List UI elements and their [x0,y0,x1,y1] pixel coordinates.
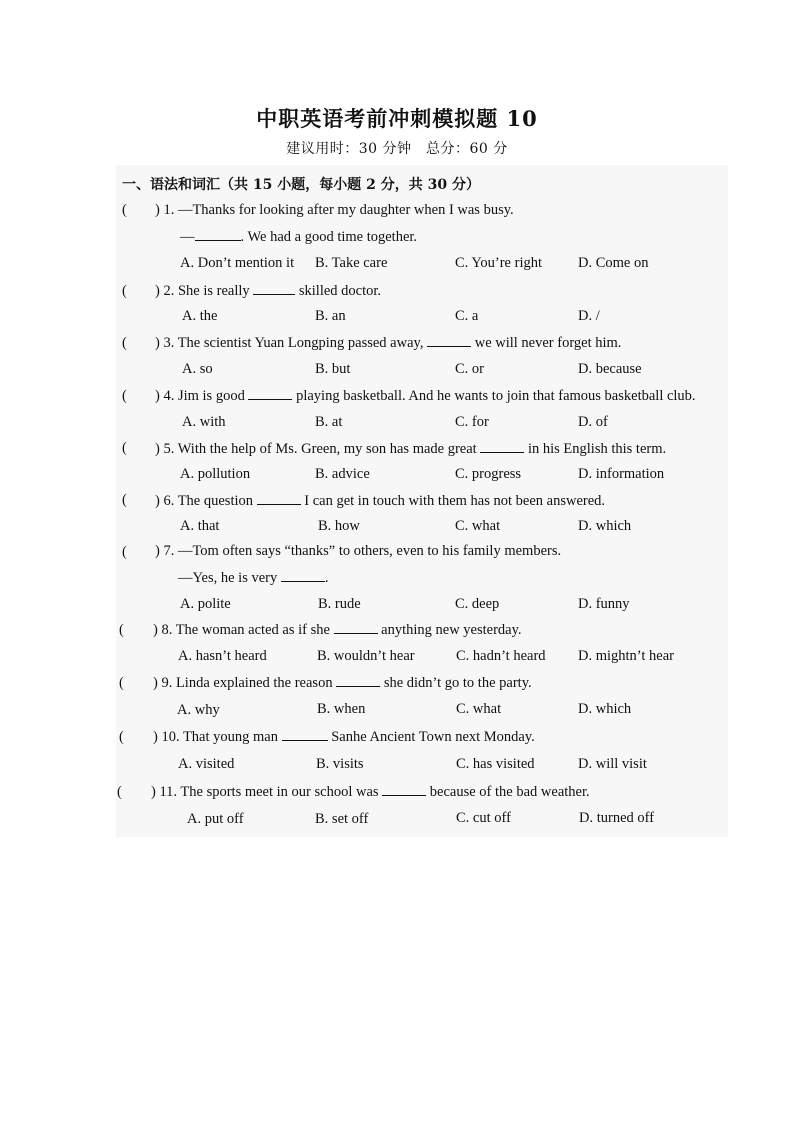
option-b: B. visits [316,756,364,772]
answer-blank [253,282,295,295]
section-heading: 一、语法和词汇（共 15 小题，每小题 2 分，共 30 分） [122,177,480,193]
option-a: A. that [180,518,220,534]
question-4: ) 4. Jim is good playing basketball. And he wants to join that famous basketball club. [155,388,696,404]
option-a: A. visited [178,756,235,772]
question-1: ) 1. —Thanks for looking after my daughter when I was busy. [155,202,514,218]
answer-bracket: ( [122,388,127,404]
option-c: C. what [456,701,502,717]
answer-blank [281,569,325,582]
option-c: C. progress [455,466,522,482]
option-d: D. information [578,466,665,482]
option-b: B. advice [315,466,370,482]
answer-bracket: ( [122,492,127,508]
answer-blank [480,440,524,453]
option-b: B. at [315,414,343,430]
option-d: D. / [578,308,600,324]
option-d: D. turned off [579,810,655,826]
option-d: D. mightn’t hear [578,648,674,664]
question-8: ) 8. The woman acted as if she anything new yesterday. [153,622,522,638]
answer-bracket: ( [122,440,127,456]
question-7: ) 7. —Tom often says “thanks” to others, even to his family members. [155,543,562,559]
option-a: A. the [182,308,218,324]
option-d: D. which [578,701,632,717]
option-c: C. cut off [456,810,511,826]
option-d: D. of [578,414,608,430]
option-a: A. so [182,361,213,377]
answer-blank [248,387,292,400]
answer-bracket: ( [122,544,127,560]
option-c: C. or [455,361,484,377]
question-5: ) 5. With the help of Ms. Green, my son has made great in his English this term. [155,441,667,457]
answer-blank [427,334,471,347]
option-d: D. will visit [578,756,647,772]
question-11: ) 11. The sports meet in our school was because of the bad weather. [151,784,590,800]
option-c: C. has visited [456,756,535,772]
question-1-reply: — . We had a good time together. [180,229,418,245]
option-c: C. what [455,518,501,534]
option-b: B. when [317,701,366,717]
answer-bracket: ( [119,622,124,638]
option-a: A. put off [187,811,244,827]
page-title: 中职英语考前冲刺模拟题 10 [256,106,538,131]
answer-blank [334,621,378,634]
answer-blank [336,674,380,687]
option-a: A. pollution [180,466,251,482]
answer-bracket: ( [122,283,127,299]
answer-bracket: ( [119,729,124,745]
question-10: ) 10. That young man Sanhe Ancient Town next Monday. [153,729,535,745]
option-a: A. Don’t mention it [180,255,295,271]
option-d: D. funny [578,596,630,612]
answer-bracket: ( [117,784,122,800]
answer-bracket: ( [119,675,124,691]
page-subtitle: 建议用时：30 分钟 总分：60 分 [286,141,508,157]
option-b: B. an [315,308,346,324]
option-c: C. hadn’t heard [456,648,546,664]
answer-blank [282,728,328,741]
option-d: D. which [578,518,632,534]
option-d: D. Come on [578,255,649,271]
answer-bracket: ( [122,335,127,351]
answer-blank [195,228,241,241]
option-b: B. but [315,361,351,377]
question-9: ) 9. Linda explained the reason she didn’t go to the party. [153,675,532,691]
option-c: C. for [455,414,489,430]
question-2: ) 2. She is really skilled doctor. [155,283,382,299]
option-b: B. wouldn’t hear [317,648,415,664]
option-b: B. how [318,518,360,534]
option-b: B. set off [315,811,369,827]
option-c: C. a [455,308,479,324]
option-a: A. polite [180,596,231,612]
answer-bracket: ( [122,202,127,218]
option-d: D. because [578,361,642,377]
question-3: ) 3. The scientist Yuan Longping passed away, we will never forget him. [155,335,622,351]
question-6: ) 6. The question I can get in touch with them has not been answered. [155,493,606,509]
option-a: A. why [177,702,220,718]
question-7-reply: —Yes, he is very . [178,570,329,586]
option-b: B. rude [318,596,361,612]
option-a: A. hasn’t heard [178,648,267,664]
option-b: B. Take care [315,255,388,271]
answer-blank [382,783,426,796]
option-c: C. You’re right [455,255,543,271]
answer-blank [257,492,301,505]
option-a: A. with [182,414,226,430]
option-c: C. deep [455,596,500,612]
